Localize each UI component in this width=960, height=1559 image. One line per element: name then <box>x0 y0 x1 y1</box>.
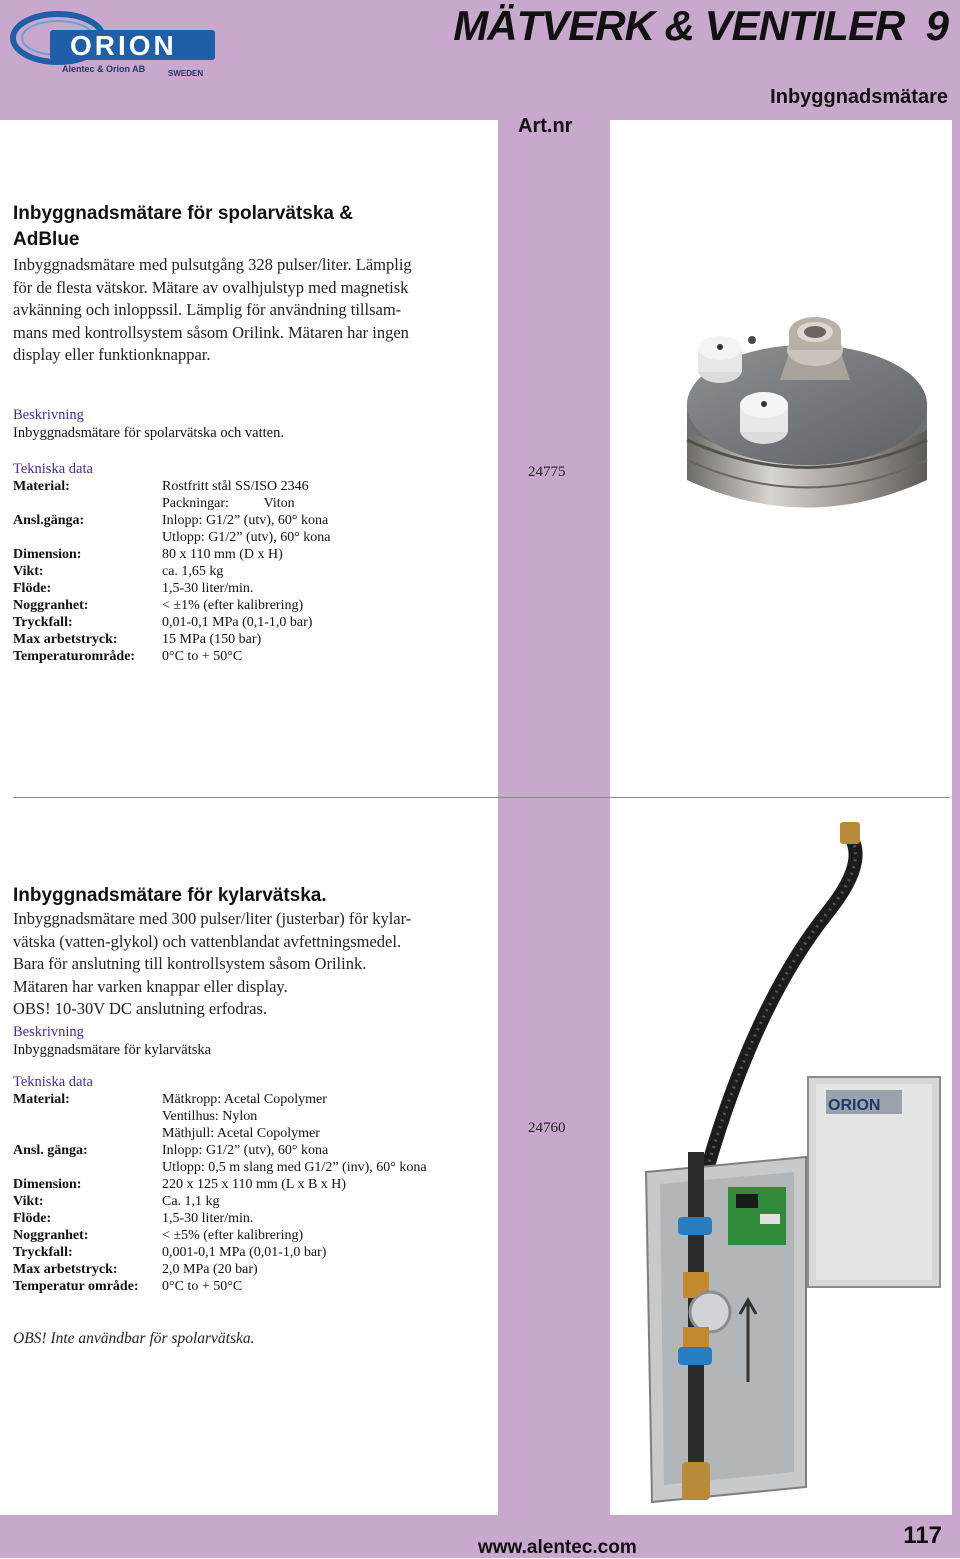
spec-row <box>13 1091 493 1108</box>
obs-note: OBS! Inte användbar för spolarvätska. <box>13 1330 255 1347</box>
artnr-column <box>498 0 610 1558</box>
spec-value: 0°C to + 50°C <box>162 649 243 664</box>
spec-value: Ca. 1,1 kg <box>162 1194 220 1209</box>
product1-beskrivning-label: Beskrivning <box>13 407 84 423</box>
spec-key: Dimension: <box>13 547 82 562</box>
product1-description <box>13 254 483 367</box>
spec-key: Tryckfall: <box>13 1245 73 1260</box>
spec-row <box>13 478 493 495</box>
spec-row <box>13 1159 493 1176</box>
product2-beskrivning-text: Inbyggnadsmätare för kylarvätska <box>13 1042 212 1058</box>
spec-key <box>13 529 162 546</box>
spec-row <box>13 563 493 580</box>
product1-title <box>13 201 353 253</box>
section-number: 9 <box>925 2 948 49</box>
spec-key <box>13 1108 162 1125</box>
spec-row <box>13 1108 493 1125</box>
spec-key <box>13 1159 162 1176</box>
spec-value: 0,001-0,1 MPa (0,01-1,0 bar) <box>162 1245 327 1260</box>
box-logo-text: ORION <box>828 1097 881 1114</box>
spec-value: 220 x 125 x 110 mm (L x B x H) <box>162 1177 347 1192</box>
product1-desc-line: mans med kontrollsystem såsom Orilink. Mätaren har ingen <box>13 322 409 342</box>
spec-value: Mäthjull: Acetal Copolymer <box>162 1126 320 1141</box>
spec-key: Noggranhet: <box>13 598 89 613</box>
spec-value: 2,0 MPa (20 bar) <box>162 1262 258 1277</box>
product1-art-no: 24775 <box>528 464 566 480</box>
spec-value: 80 x 110 mm (D x H) <box>162 547 283 562</box>
spec-key: Vikt: <box>13 1194 44 1209</box>
spec-key: Tryckfall: <box>13 615 73 630</box>
spec-row <box>13 546 493 563</box>
spec-row <box>13 1193 493 1210</box>
spec-value: 15 MPa (150 bar) <box>162 632 262 647</box>
orion-logo <box>10 10 225 80</box>
spec-key: Max arbetstryck: <box>13 1262 118 1277</box>
spec-key: Ansl. gänga: <box>13 1143 88 1158</box>
page-title-text: MÄTVERK & VENTILER <box>453 2 905 49</box>
spec-key: Flöde: <box>13 581 52 596</box>
spec-value: Inlopp: G1/2” (utv), 60° kona <box>162 513 329 528</box>
product2-desc-line: OBS! 10-30V DC anslutning erfodras. <box>13 999 268 1018</box>
spec-key: Temperaturområde: <box>13 649 136 664</box>
page-title <box>453 2 948 50</box>
page-number: 117 <box>903 1522 942 1549</box>
spec-row <box>13 1244 493 1261</box>
product2-title: Inbyggnadsmätare för kylarvätska. <box>13 885 327 906</box>
product1-spec-table <box>13 478 493 665</box>
spec-row <box>13 1142 493 1159</box>
spec-row <box>13 1210 493 1227</box>
spec-value: Rostfritt stål SS/ISO 2346 <box>162 479 309 494</box>
spec-key: Vikt: <box>13 564 44 579</box>
product1-desc-line: avkänning och inloppssil. Lämplig för användning tillsam- <box>13 300 402 319</box>
product2-spec-table <box>13 1091 493 1295</box>
product2-art-no: 24760 <box>528 1120 566 1136</box>
product1-desc-line: Inbyggnadsmätare med pulsutgång 328 pulser/liter. Lämplig <box>13 255 412 274</box>
footer-url[interactable]: www.alentec.com <box>478 1537 637 1558</box>
spec-row <box>13 648 493 665</box>
spec-row <box>13 1261 493 1278</box>
spec-row <box>13 1227 493 1244</box>
product1-beskrivning-text: Inbyggnadsmätare för spolarvätska och vatten. <box>13 425 284 441</box>
spec-value: ca. 1,65 kg <box>162 564 224 579</box>
spec-value: 0°C to + 50°C <box>162 1279 243 1294</box>
spec-value: 1,5-30 liter/min. <box>162 1211 254 1226</box>
spec-key <box>13 1125 162 1142</box>
logo-subtext: Alentec & Orion AB <box>62 64 146 74</box>
flow-meter-photo <box>672 310 942 530</box>
spec-row <box>13 1125 493 1142</box>
product2-desc-line: vätska (vatten-glykol) och vattenblandat avfettningsmedel. <box>13 931 402 951</box>
spec-key: Material: <box>13 1092 70 1107</box>
spec-row <box>13 529 493 546</box>
product1-tekniska-label: Tekniska data <box>13 461 93 477</box>
product2-desc-line: Bara för anslutning till kontrollsystem såsom Orilink. <box>13 954 367 973</box>
page-subtitle: Inbyggnadsmätare <box>770 86 948 108</box>
product2-desc-line: Inbyggnadsmätare med 300 pulser/liter (justerbar) för kylar- <box>13 909 412 928</box>
spec-key: Material: <box>13 479 70 494</box>
spec-key: Noggranhet: <box>13 1228 89 1243</box>
logo-text: ORION <box>70 30 177 61</box>
spec-value: < ±1% (efter kalibrering) <box>162 598 304 613</box>
spec-key: Max arbetstryck: <box>13 632 118 647</box>
product2-beskrivning-label: Beskrivning <box>13 1024 84 1040</box>
spec-row <box>13 580 493 597</box>
product1-title-line1: Inbyggnadsmätare för spolarvätska & <box>13 203 353 224</box>
product1-desc-line: display eller funktionknappar. <box>13 345 211 364</box>
spec-value: < ±5% (efter kalibrering) <box>162 1228 304 1243</box>
product1-title-line2: AdBlue <box>13 229 80 250</box>
product2-tekniska-label: Tekniska data <box>13 1074 93 1090</box>
spec-key: Temperatur område: <box>13 1279 139 1294</box>
spec-value: Ventilhus: Nylon <box>162 1109 258 1124</box>
section-divider <box>13 797 950 798</box>
spec-row <box>13 1278 493 1295</box>
spec-value: 1,5-30 liter/min. <box>162 581 254 596</box>
spec-row <box>13 495 493 512</box>
spec-row <box>13 614 493 631</box>
coolant-meter-photo <box>628 822 946 1512</box>
spec-row <box>13 597 493 614</box>
spec-row <box>13 512 493 529</box>
spec-row <box>13 1176 493 1193</box>
spec-key: Flöde: <box>13 1211 52 1226</box>
spec-value: Utlopp: 0,5 m slang med G1/2” (inv), 60° kona <box>162 1160 427 1175</box>
spec-value: Inlopp: G1/2” (utv), 60° kona <box>162 1143 329 1158</box>
right-margin-band <box>952 0 960 1558</box>
logo-country: SWEDEN <box>168 69 204 78</box>
product1-desc-line: för de flesta vätskor. Mätare av ovalhjulstyp med magnetisk <box>13 277 409 297</box>
spec-key: Dimension: <box>13 1177 82 1192</box>
spec-value: Mätkropp: Acetal Copolymer <box>162 1092 327 1107</box>
product2-description <box>13 908 493 1021</box>
spec-value: 0,01-0,1 MPa (0,1-1,0 bar) <box>162 615 313 630</box>
spec-key <box>13 495 162 512</box>
spec-value: Packningar: Viton <box>162 496 295 511</box>
artnr-label: Art.nr <box>518 115 573 137</box>
spec-key: Ansl.gänga: <box>13 513 85 528</box>
spec-value: Utlopp: G1/2” (utv), 60° kona <box>162 530 331 545</box>
product2-desc-line: Mätaren har varken knappar eller display. <box>13 976 288 996</box>
spec-row <box>13 631 493 648</box>
